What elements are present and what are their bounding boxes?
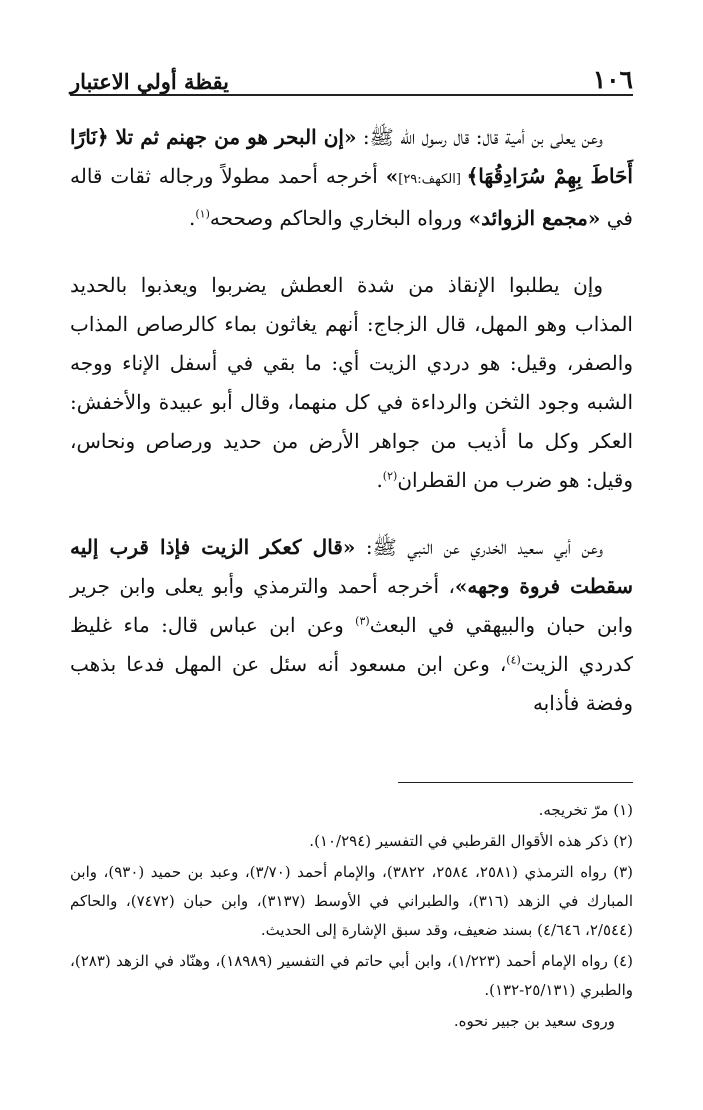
paragraph-yala-hadith: وعن يعلى بن أمية قال: قال رسول الله ﷺ: «إن البحر هو من جهنم ثم تلا ﴿نَارًا أَحَاطَ بِهِمْ سُرَادِقُهَا﴾ [الكهف:٢٩]» أخرجه أحمد مطولاً ورجاله ثقات قاله في «مجمع الزوائد» ورواه البخاري والحاكم وصححه$^{(١)}$.: [70, 125, 633, 230]
footnote-divider: [398, 782, 633, 783]
footnote-ref-1: (١): [195, 207, 210, 221]
footnote-4: (٤) رواه الإمام أحمد (١/٢٢٣)، وابن أبي حاتم في التفسير (١٨٩٨٩)، وهنّاد في الزهد (٢٨٣)، والطبري (٢٥/١٣١-١٣٢).: [70, 952, 633, 999]
footnote-2: (٢) ذكر هذه الأقوال القرطبي في التفسير (١٠/٢٩٤).: [309, 832, 633, 850]
footnote-ref-4: (٤): [506, 653, 521, 667]
paragraph-abu-said-hadith: وعن أبي سعيد الخدري عن النبي ﷺ: «قال كعكر الزيت فإذا قرب إليه سقطت فروة وجهه»، أخرجه أحمد والترمذي وأبو يعلى وابن جرير وابن حبان والبيهقي في البعث$^{(٣)}$ وعن ابن عباس قال: ماء غليظ كدردي الزيت$^{(٤)}$، وعن ابن مسعود أنه سئل عن المهل فدعا بذهب وفضة فأذابه: [70, 535, 633, 715]
paragraph-muhl-explanation: وإن يطلبوا الإنقاذ من شدة العطش يضربوا ويعذبوا بالحديد المذاب وهو المهل، قال الزجاج: أنهم يغاثون بماء كالرصاص المذاب والصفر، وقيل: هو دردي الزيت أي: ما بقي في أسفل الإناء ووجه الشبه وجود الثخن والرداءة في كل منهما، وقال أبو عبيدة والأخفش: العكر وكل ما أذيب من جواهر الأرض من حديد ورصاص ونحاس، وقيل: هو ضرب من القطران$^{(٢)}$.: [70, 273, 633, 492]
footnote-1: (١) مرّ تخريجه.: [538, 801, 633, 819]
footnote-4-continuation: وروى سعيد بن جبير نحوه.: [453, 1012, 615, 1030]
running-header: [70, 58, 633, 94]
header-divider: [70, 94, 633, 96]
footnotes: [70, 794, 633, 1038]
page-number: ١٠٦: [592, 65, 633, 94]
footnote-ref-2: (٢): [382, 469, 398, 483]
footnote-ref-3: (٣): [355, 614, 370, 628]
main-text: [70, 118, 633, 751]
running-title: يقظة أولي الاعتبار: [70, 69, 230, 94]
footnote-3: (٣) رواه الترمذي (٢٥٨١، ٢٥٨٤، ٣٨٢٢)، والإمام أحمد (٣/٧٠)، وعبد بن حميد (٩٣٠)، وابن المبارك في الزهد (٣١٦)، والطبراني في الأوسط (٣١٣٧)، وابن حبان (٧٤٧٢)، والحاكم (٢/٥٤٤، ٤/٦٤٦) بسند ضعيف، وقد سبق الإشارة إلى الحديث.: [70, 863, 634, 939]
